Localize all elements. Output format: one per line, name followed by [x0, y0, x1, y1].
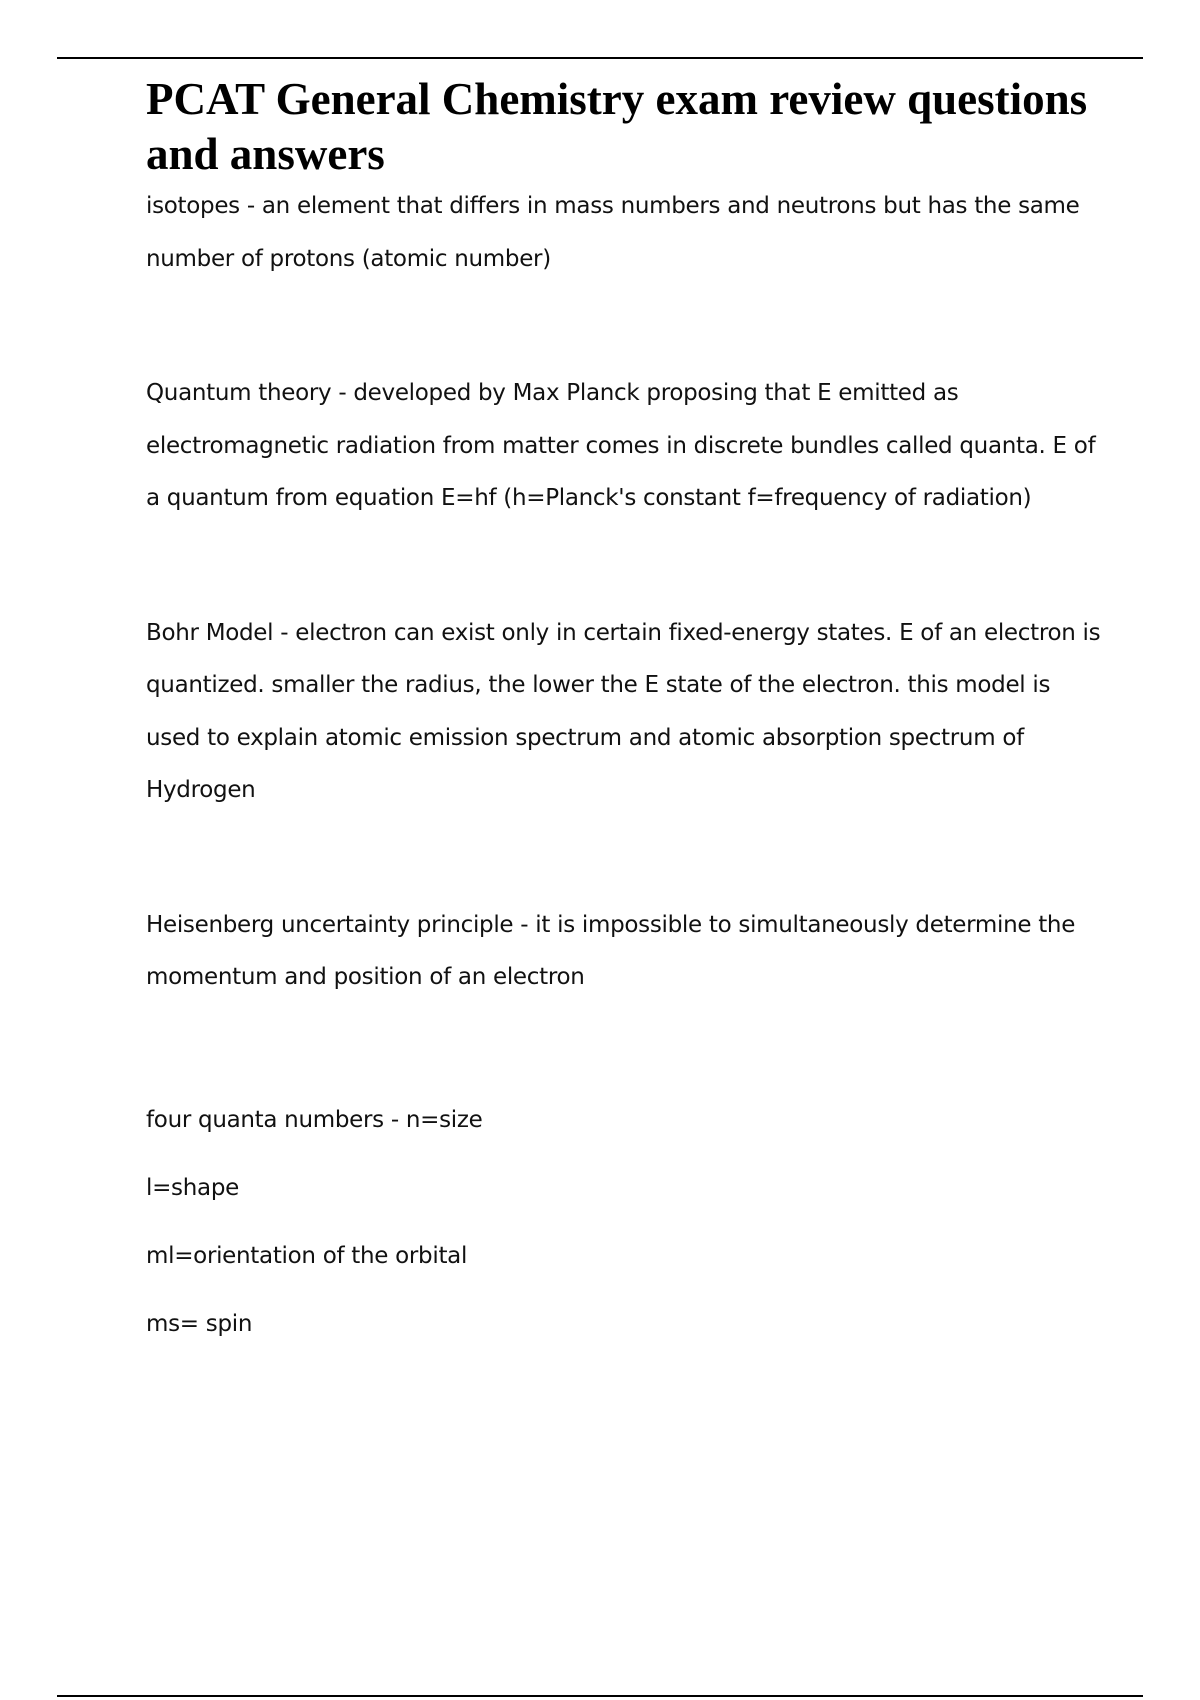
quantum-numbers-line-4: ms= spin: [146, 1310, 253, 1337]
spacer: [146, 525, 1106, 607]
quantum-numbers-line-2: l=shape: [146, 1174, 239, 1201]
bottom-divider: [57, 1695, 1143, 1697]
spacer: [146, 817, 1106, 899]
spacer: [146, 285, 1106, 367]
entry-isotopes: isotopes - an element that differs in mass numbers and neutrons but has the same number of protons (atomic number): [146, 193, 1080, 272]
spacer: [146, 1004, 1106, 1086]
quantum-numbers-line-3: ml=orientation of the orbital: [146, 1242, 468, 1269]
top-divider: [57, 57, 1143, 59]
entry-bohr-model: Bohr Model - electron can exist only in certain fixed-energy states. E of an electron is quantized. smaller the radius, the lower the E state of the electron. this model is used to explain atomic emission spectrum and atomic absorption spectrum of Hydrogen: [146, 619, 1101, 803]
entry-quantum-theory: Quantum theory - developed by Max Planck proposing that E emitted as electromagnetic radiation from matter comes in discrete bundles called quanta. E of a quantum from equation E=hf (h=Planck's constant f=frequency of radiation): [146, 380, 1096, 511]
document-body: [146, 72, 1106, 1358]
entry-heisenberg: Heisenberg uncertainty principle - it is impossible to simultaneously determine the momentum and position of an electron: [146, 911, 1076, 990]
quantum-numbers-line-1: four quanta numbers - n=size: [146, 1106, 483, 1133]
document-title: PCAT General Chemistry exam review questions and answers: [146, 74, 1088, 179]
